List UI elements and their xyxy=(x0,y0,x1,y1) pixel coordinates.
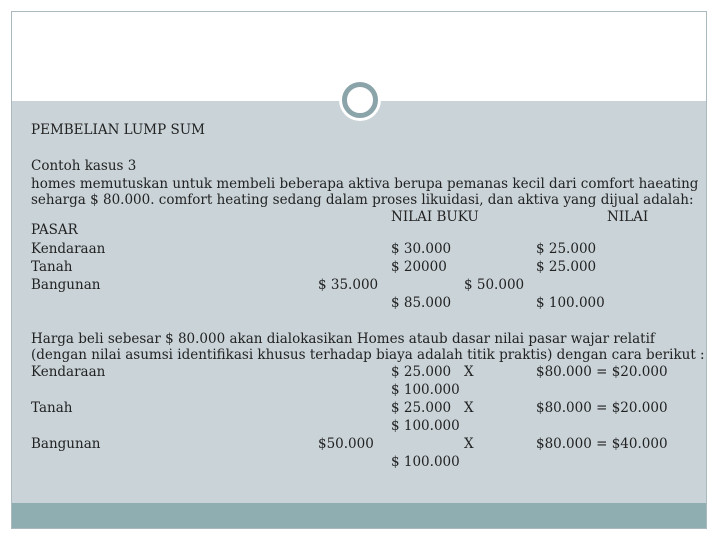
footer-bar xyxy=(12,503,706,528)
header-book-value: NILAI BUKU xyxy=(391,209,479,225)
row-book-value: $ 20000 xyxy=(391,259,447,275)
row-market-value: $ 25.000 xyxy=(536,241,597,257)
ring-icon xyxy=(342,82,378,118)
row-book-value: $ 35.000 xyxy=(318,277,379,293)
header-market-value: NILAI xyxy=(607,209,649,225)
alloc-numerator: $ 25.000 xyxy=(391,364,452,380)
alloc-row-name: Kendaraan xyxy=(31,364,106,380)
alloc-numerator: $ 25.000 xyxy=(391,400,452,416)
row-name: Kendaraan xyxy=(31,241,106,257)
circle-decoration xyxy=(339,79,381,121)
alloc-numerator: $50.000 xyxy=(318,436,374,452)
alloc-denominator: $ 100.000 xyxy=(391,454,460,470)
alloc-times: X xyxy=(464,436,474,452)
allocation-line-1: Harga beli sebesar $ 80.000 akan dialokasikan Homes ataub dasar nilai pasar wajar relatif xyxy=(31,331,655,347)
alloc-denominator: $ 100.000 xyxy=(391,418,460,434)
alloc-result: $80.000 = $20.000 xyxy=(536,364,668,380)
slide-title: PEMBELIAN LUMP SUM xyxy=(31,122,205,138)
row-name: Tanah xyxy=(31,259,73,275)
alloc-row-name: Bangunan xyxy=(31,436,101,452)
header-market-value-cont: PASAR xyxy=(31,222,78,238)
row-market-value: $ 50.000 xyxy=(464,277,525,293)
case-title: Contoh kasus 3 xyxy=(31,158,137,174)
intro-line-2: seharga $ 80.000. comfort heating sedang dalam proses likuidasi, dan aktiva yang dijual adalah: xyxy=(31,192,694,208)
alloc-denominator: $ 100.000 xyxy=(391,382,460,398)
total-book-value: $ 85.000 xyxy=(391,295,452,311)
intro-line-1: homes memutuskan untuk membeli beberapa aktiva berupa pemanas kecil dari comfort haeating xyxy=(31,176,699,192)
row-market-value: $ 25.000 xyxy=(536,259,597,275)
allocation-line-2: (dengan nilai asumsi identifikasi khusus terhadap biaya adalah titik praktis) dengan cara berikut : xyxy=(31,347,705,363)
alloc-row-name: Tanah xyxy=(31,400,73,416)
alloc-times: X xyxy=(464,400,474,416)
alloc-result: $80.000 = $20.000 xyxy=(536,400,668,416)
row-book-value: $ 30.000 xyxy=(391,241,452,257)
row-name: Bangunan xyxy=(31,277,101,293)
alloc-result: $80.000 = $40.000 xyxy=(536,436,668,452)
alloc-times: X xyxy=(464,364,474,380)
total-market-value: $ 100.000 xyxy=(536,295,605,311)
